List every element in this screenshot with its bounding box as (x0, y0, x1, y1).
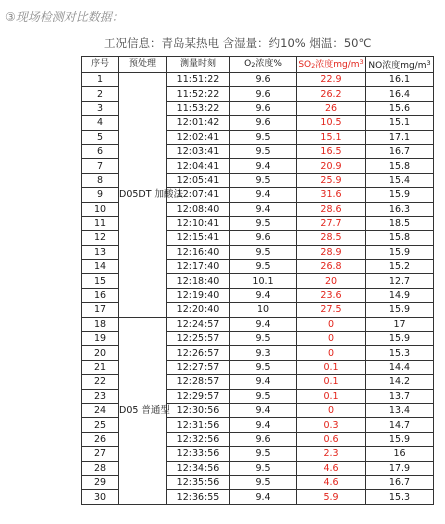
cell-index: 20 (82, 346, 119, 360)
cell-time: 12:26:57 (167, 346, 230, 360)
cell-no: 16.7 (366, 144, 434, 158)
cell-no: 18.5 (366, 216, 434, 230)
cell-so2: 27.5 (297, 303, 366, 317)
cell-so2: 0 (297, 332, 366, 346)
cell-time: 12:02:41 (167, 130, 230, 144)
cell-o2: 9.5 (230, 130, 297, 144)
cell-o2: 10 (230, 303, 297, 317)
col-header-so2: $SO_2$浓度$mg/m^3$ (297, 57, 366, 73)
cell-index: 5 (82, 130, 119, 144)
cell-no: 14.2 (366, 375, 434, 389)
cell-o2: 9.5 (230, 389, 297, 403)
cell-index: 16 (82, 288, 119, 302)
cell-no: 13.4 (366, 403, 434, 417)
cell-o2: 9.5 (230, 260, 297, 274)
cell-o2: 9.6 (230, 87, 297, 101)
cell-time: 12:31:56 (167, 418, 230, 432)
cell-o2: 9.4 (230, 288, 297, 302)
cell-o2: 9.5 (230, 173, 297, 187)
cell-method: D05 普通型 (119, 317, 167, 504)
cell-index: 25 (82, 418, 119, 432)
cell-time: 12:18:40 (167, 274, 230, 288)
cell-o2: 9.5 (230, 144, 297, 158)
cell-time: 12:24:57 (167, 317, 230, 331)
table-row (82, 73, 434, 87)
cell-o2: 9.5 (230, 461, 297, 475)
cell-o2: 9.4 (230, 202, 297, 216)
cell-index: 29 (82, 475, 119, 489)
cell-time: 12:33:56 (167, 447, 230, 461)
section-heading: ③现场检测对比数据： (5, 10, 124, 24)
cell-index: 14 (82, 260, 119, 274)
col-header-o2: $O_2$浓度% (230, 57, 297, 73)
cell-so2: 28.6 (297, 202, 366, 216)
cell-time: 12:01:42 (167, 116, 230, 130)
cell-o2: 9.5 (230, 245, 297, 259)
cell-no: 16.3 (366, 202, 434, 216)
cell-so2: 26.2 (297, 87, 366, 101)
cell-index: 4 (82, 116, 119, 130)
cell-so2: 0 (297, 403, 366, 417)
cell-o2: 9.6 (230, 231, 297, 245)
cell-index: 15 (82, 274, 119, 288)
cell-so2: 0.1 (297, 360, 366, 374)
cell-so2: 20 (297, 274, 366, 288)
col-header-no: NO浓度$mg/m^3$ (366, 57, 434, 73)
cell-time: 12:10:41 (167, 216, 230, 230)
col-header-time: 测量时刻 (167, 57, 230, 73)
cell-method: D05DT 加酸法 (119, 73, 167, 318)
cell-no: 16.4 (366, 87, 434, 101)
cell-time: 11:51:22 (167, 73, 230, 87)
cell-no: 15.9 (366, 303, 434, 317)
cell-o2: 9.5 (230, 216, 297, 230)
cell-index: 24 (82, 403, 119, 417)
cell-time: 12:32:56 (167, 432, 230, 446)
table-header-row (82, 57, 434, 73)
cell-time: 12:35:56 (167, 475, 230, 489)
cell-so2: 0.1 (297, 389, 366, 403)
cell-index: 22 (82, 375, 119, 389)
cell-so2: 5.9 (297, 490, 366, 504)
cell-time: 12:03:41 (167, 144, 230, 158)
cell-time: 12:30:56 (167, 403, 230, 417)
cell-o2: 10.1 (230, 274, 297, 288)
cell-time: 12:20:40 (167, 303, 230, 317)
col-header-method: 预处理 (119, 57, 167, 73)
cell-no: 15.2 (366, 260, 434, 274)
cell-no: 16.1 (366, 73, 434, 87)
cell-no: 15.9 (366, 332, 434, 346)
cell-so2: 31.6 (297, 188, 366, 202)
cell-no: 15.8 (366, 159, 434, 173)
cell-time: 11:53:22 (167, 101, 230, 115)
cell-no: 14.9 (366, 288, 434, 302)
cell-index: 11 (82, 216, 119, 230)
cell-time: 12:27:57 (167, 360, 230, 374)
cell-time: 12:05:41 (167, 173, 230, 187)
cell-o2: 9.5 (230, 360, 297, 374)
cell-so2: 0.6 (297, 432, 366, 446)
cell-no: 17.1 (366, 130, 434, 144)
cell-time: 12:29:57 (167, 389, 230, 403)
cell-so2: 15.1 (297, 130, 366, 144)
cell-so2: 27.7 (297, 216, 366, 230)
cell-so2: 0 (297, 317, 366, 331)
cell-so2: 16.5 (297, 144, 366, 158)
cell-no: 15.1 (366, 116, 434, 130)
cell-index: 28 (82, 461, 119, 475)
cell-index: 8 (82, 173, 119, 187)
cell-o2: 9.5 (230, 332, 297, 346)
table-row (82, 317, 434, 331)
cell-no: 15.3 (366, 490, 434, 504)
cell-o2: 9.4 (230, 490, 297, 504)
cell-index: 21 (82, 360, 119, 374)
cell-no: 15.6 (366, 101, 434, 115)
cell-o2: 9.6 (230, 73, 297, 87)
cell-index: 23 (82, 389, 119, 403)
cell-no: 16 (366, 447, 434, 461)
cell-so2: 25.9 (297, 173, 366, 187)
cell-index: 7 (82, 159, 119, 173)
cell-index: 13 (82, 245, 119, 259)
cell-so2: 4.6 (297, 475, 366, 489)
cell-time: 12:28:57 (167, 375, 230, 389)
comparison-table (81, 56, 434, 505)
cell-index: 18 (82, 317, 119, 331)
cell-so2: 26.8 (297, 260, 366, 274)
cell-so2: 2.3 (297, 447, 366, 461)
cell-no: 15.9 (366, 432, 434, 446)
cell-no: 12.7 (366, 274, 434, 288)
cell-no: 15.4 (366, 173, 434, 187)
cell-no: 15.3 (366, 346, 434, 360)
cell-time: 12:25:57 (167, 332, 230, 346)
cell-index: 10 (82, 202, 119, 216)
cell-o2: 9.4 (230, 317, 297, 331)
cell-no: 17.9 (366, 461, 434, 475)
cell-time: 12:08:40 (167, 202, 230, 216)
cell-time: 12:07:41 (167, 188, 230, 202)
cell-index: 27 (82, 447, 119, 461)
cell-o2: 9.4 (230, 188, 297, 202)
condition-info: 工况信息：青岛某热电 含湿量：约10% 烟温：50℃ (104, 36, 372, 50)
table-body (82, 73, 434, 505)
cell-no: 16.7 (366, 475, 434, 489)
cell-o2: 9.4 (230, 375, 297, 389)
cell-index: 2 (82, 87, 119, 101)
cell-so2: 23.6 (297, 288, 366, 302)
cell-time: 12:17:40 (167, 260, 230, 274)
cell-index: 17 (82, 303, 119, 317)
cell-time: 12:16:40 (167, 245, 230, 259)
cell-no: 13.7 (366, 389, 434, 403)
cell-index: 1 (82, 73, 119, 87)
cell-o2: 9.6 (230, 432, 297, 446)
cell-index: 9 (82, 188, 119, 202)
cell-so2: 0.1 (297, 375, 366, 389)
cell-o2: 9.5 (230, 475, 297, 489)
cell-o2: 9.6 (230, 101, 297, 115)
cell-o2: 9.3 (230, 346, 297, 360)
cell-so2: 20.9 (297, 159, 366, 173)
cell-no: 15.9 (366, 188, 434, 202)
cell-o2: 9.5 (230, 447, 297, 461)
cell-no: 14.7 (366, 418, 434, 432)
col-header-index: 序号 (82, 57, 119, 73)
cell-so2: 4.6 (297, 461, 366, 475)
cell-so2: 0 (297, 346, 366, 360)
cell-o2: 9.6 (230, 116, 297, 130)
cell-no: 15.9 (366, 245, 434, 259)
cell-time: 11:52:22 (167, 87, 230, 101)
cell-index: 6 (82, 144, 119, 158)
cell-o2: 9.4 (230, 418, 297, 432)
cell-time: 12:34:56 (167, 461, 230, 475)
cell-no: 15.8 (366, 231, 434, 245)
cell-so2: 26 (297, 101, 366, 115)
cell-o2: 9.4 (230, 403, 297, 417)
cell-index: 26 (82, 432, 119, 446)
cell-so2: 10.5 (297, 116, 366, 130)
cell-index: 19 (82, 332, 119, 346)
cell-so2: 0.3 (297, 418, 366, 432)
cell-time: 12:19:40 (167, 288, 230, 302)
cell-no: 17 (366, 317, 434, 331)
cell-so2: 22.9 (297, 73, 366, 87)
cell-time: 12:15:41 (167, 231, 230, 245)
cell-index: 12 (82, 231, 119, 245)
cell-index: 30 (82, 490, 119, 504)
cell-index: 3 (82, 101, 119, 115)
cell-time: 12:36:55 (167, 490, 230, 504)
cell-time: 12:04:41 (167, 159, 230, 173)
cell-o2: 9.4 (230, 159, 297, 173)
cell-no: 14.4 (366, 360, 434, 374)
cell-so2: 28.9 (297, 245, 366, 259)
cell-so2: 28.5 (297, 231, 366, 245)
